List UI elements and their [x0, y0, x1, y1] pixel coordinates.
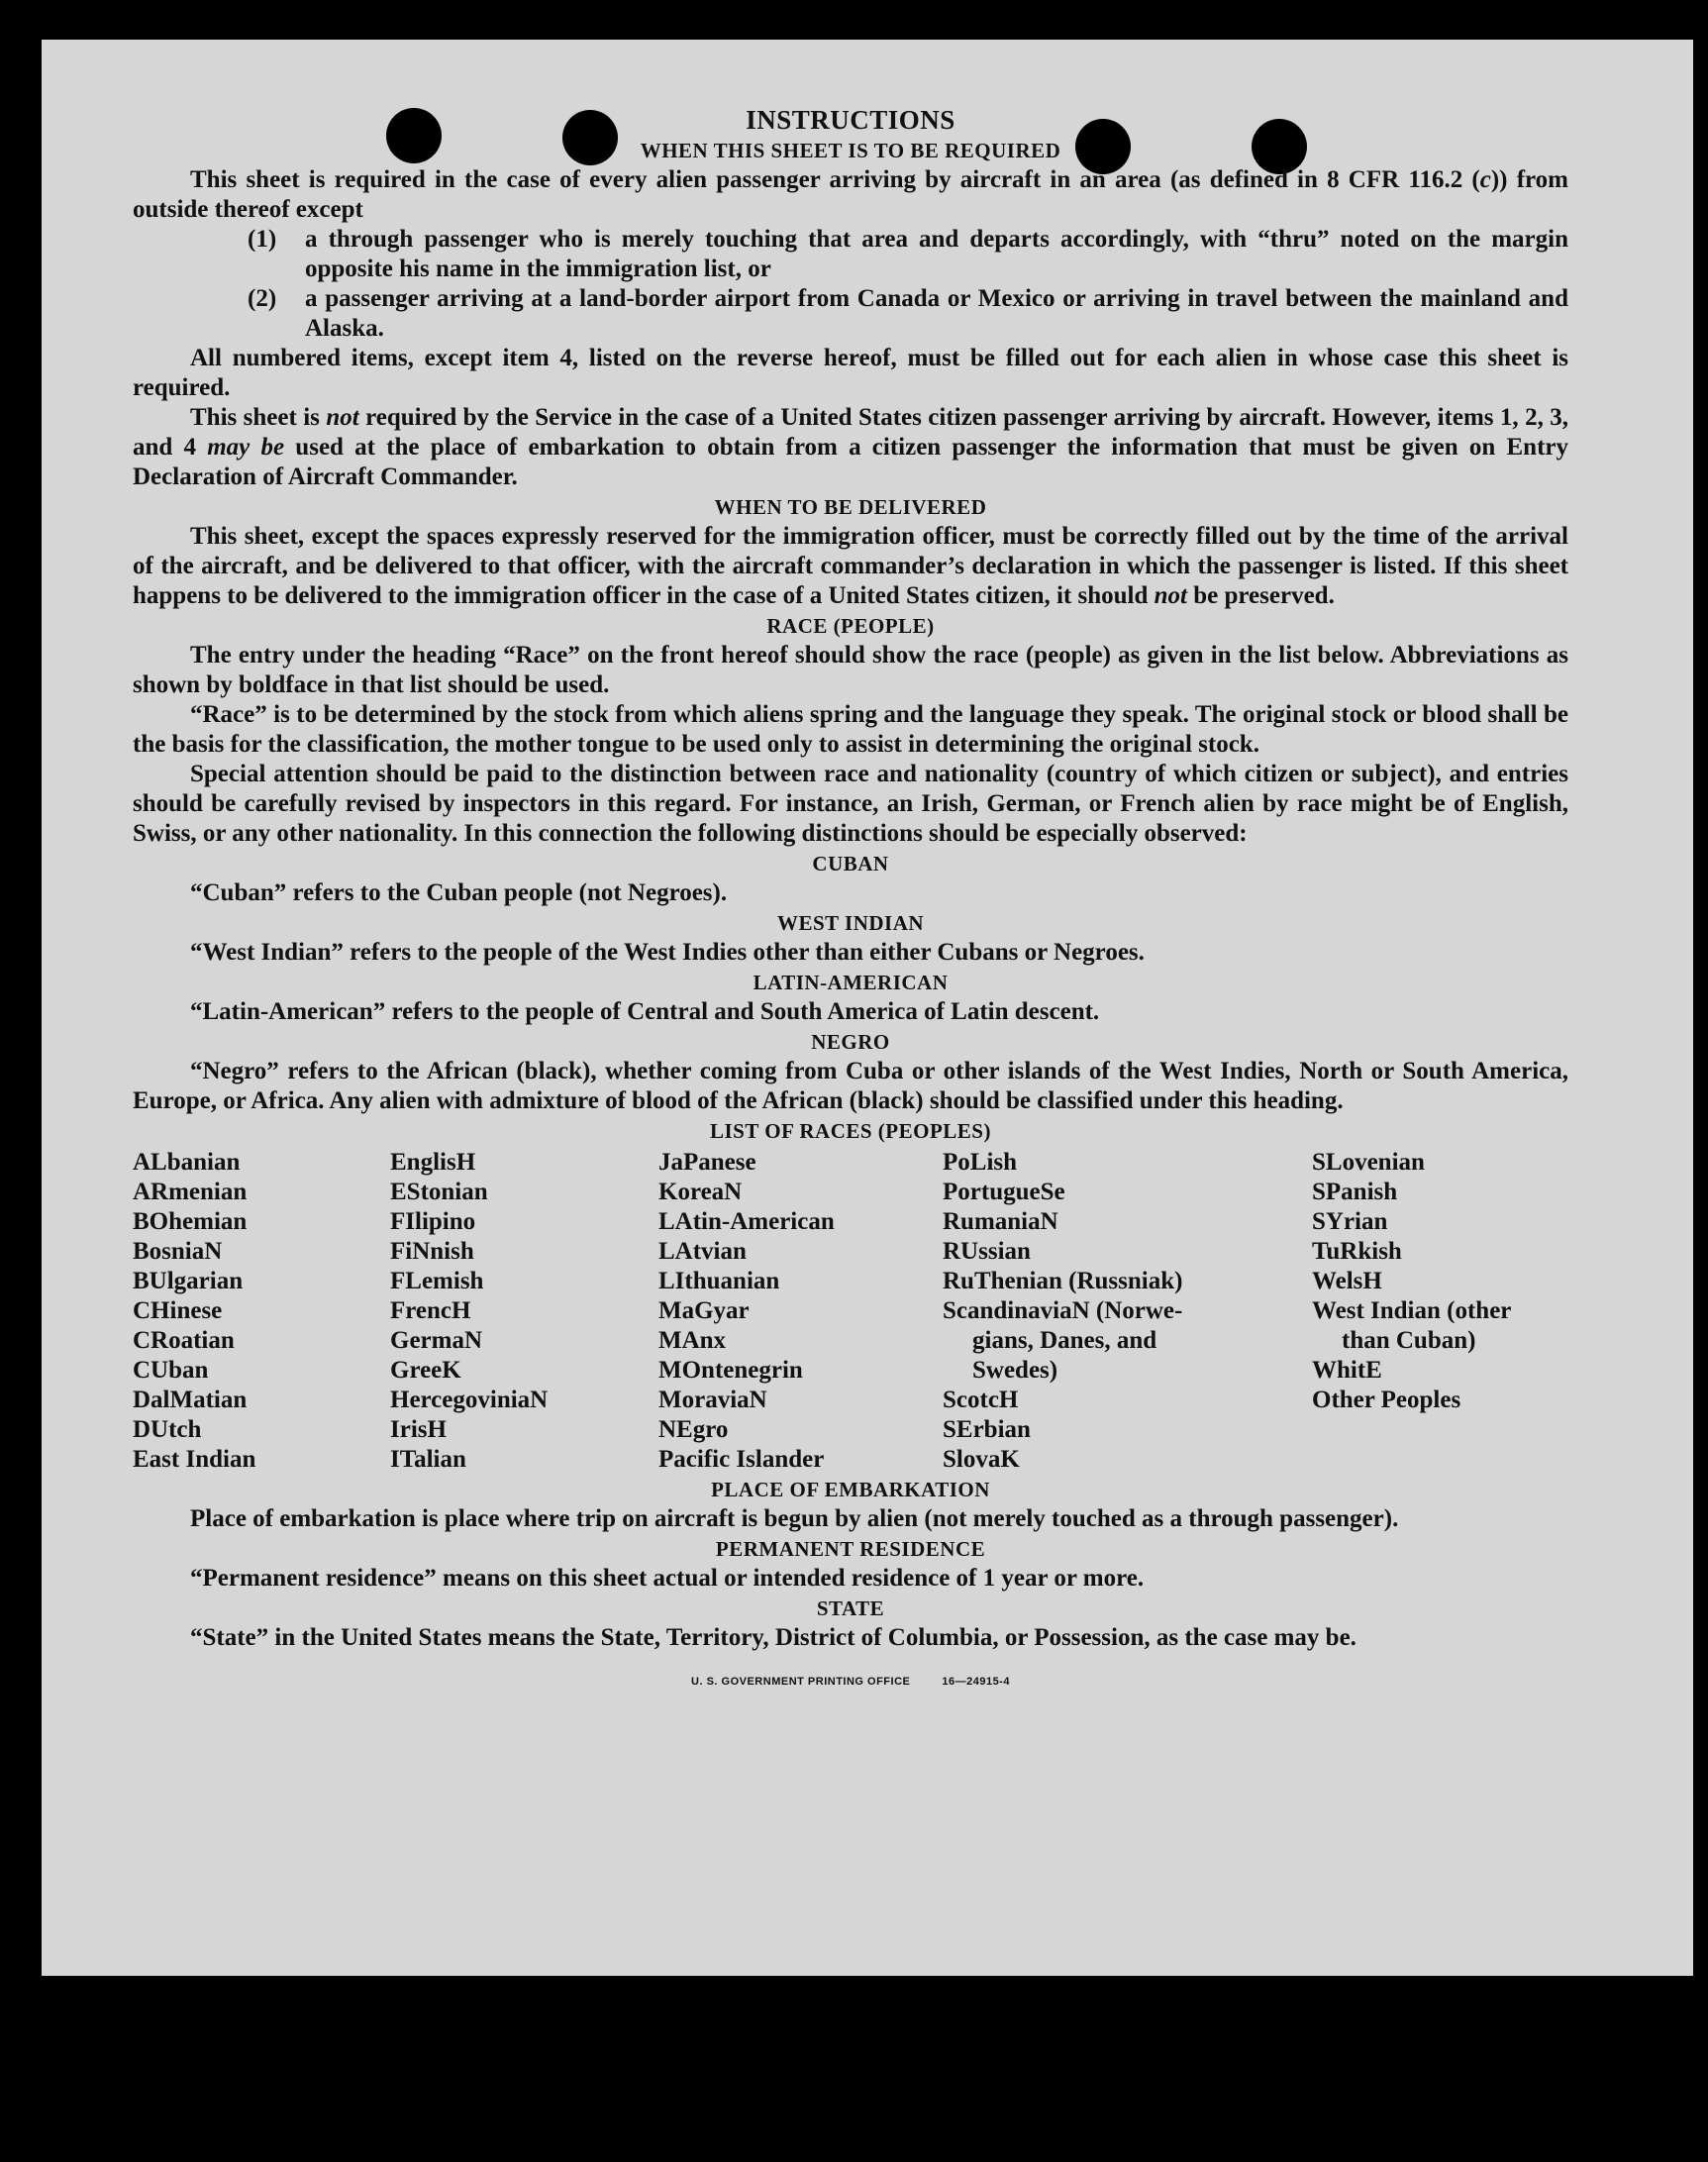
text: This sheet is: [190, 404, 327, 431]
race-entry: GreeK: [390, 1357, 461, 1384]
race-entry: DalMatian: [133, 1387, 248, 1413]
race-entry: RuThenian (Russniak): [943, 1268, 1183, 1294]
race-entry: EnglisH: [390, 1149, 476, 1176]
race-entry: ScotcH: [943, 1387, 1019, 1413]
form-code: 16—24915-4: [942, 1676, 1010, 1688]
races-column: [390, 1148, 658, 1475]
section-heading: LIST OF RACES (PEOPLES): [710, 1119, 991, 1143]
race-entry: LIthuanian: [658, 1268, 780, 1294]
item-text: a through passenger who is merely touching that area and departs accordingly, with “thru” noted on the margin opposite his name in the immigration list, or: [305, 226, 1568, 282]
paragraph: Special attention should be paid to the distinction between race and nationality (country of which citizen or subject), and entries should be carefully revised by inspectors in this regard. For instance, an Irish, German, or French alien by race might be of English, Swiss, or any other nationality. In this connection the following distinctions should be especially observed:: [133, 761, 1568, 847]
paragraph: “Negro” refers to the African (black), whether coming from Cuba or other islands of the West Indies, North or South America, Europe, or Africa. Any alien with admixture of blood of the African (black) should be classified under this heading.: [133, 1058, 1568, 1114]
text: )) from outside thereof except: [133, 166, 1568, 223]
race-entry: MaGyar: [658, 1297, 750, 1324]
race-entry: EStonian: [390, 1179, 488, 1205]
race-entry: SLovenian: [1312, 1149, 1425, 1176]
item-number: (2): [248, 285, 277, 312]
race-entry: SlovaK: [943, 1446, 1020, 1473]
race-entry: JaPanese: [658, 1149, 756, 1176]
section-heading: WHEN THIS SHEET IS TO BE REQUIRED: [640, 139, 1061, 162]
race-entry: FiNnish: [390, 1238, 474, 1265]
race-entry: MAnx: [658, 1327, 727, 1354]
paragraph: Place of embarkation is place where trip on aircraft is begun by alien (not merely touched as a through passenger).: [190, 1505, 1399, 1532]
page-title: INSTRUCTIONS: [746, 105, 955, 135]
text: not: [326, 404, 359, 431]
race-entry: SPanish: [1312, 1179, 1398, 1205]
section-heading: NEGRO: [811, 1030, 890, 1054]
race-entry: NEgro: [658, 1416, 729, 1443]
race-entry: ALbanian: [133, 1149, 241, 1176]
race-entry: FIlipino: [390, 1208, 476, 1235]
race-entry: BosniaN: [133, 1238, 223, 1265]
race-entry: MOntenegrin: [658, 1357, 803, 1384]
race-entry: Swedes): [972, 1357, 1058, 1384]
race-entry: KoreaN: [658, 1179, 743, 1205]
text: This sheet is required in the case of every alien passenger arriving by aircraft in an area (as defined in 8 CFR 116.2 (: [190, 166, 1480, 193]
paragraph: All numbered items, except item 4, listed on the reverse hereof, must be filled out for each alien in whose case this sheet is required.: [133, 345, 1568, 401]
race-entry: RUssian: [943, 1238, 1031, 1265]
paragraph: “Race” is to be determined by the stock from which aliens spring and the language they speak. The original stock or blood shall be the basis for the classification, the mother tongue to be used only to assist in determining the original stock.: [133, 701, 1568, 758]
race-entry: Other Peoples: [1312, 1387, 1461, 1413]
text: c: [1479, 166, 1491, 193]
section-heading: WHEN TO BE DELIVERED: [714, 495, 987, 519]
race-entry: GermaN: [390, 1327, 483, 1354]
section-heading: STATE: [816, 1596, 885, 1620]
race-entry: ITalian: [390, 1446, 466, 1473]
text: used at the place of embarkation to obtain from a citizen passenger the information that must be given on Entry Declaration of Aircraft Commander.: [133, 434, 1568, 490]
race-entry: PortugueSe: [943, 1179, 1065, 1205]
race-entry: IrisH: [390, 1416, 447, 1443]
section-heading: CUBAN: [812, 852, 889, 875]
text: be preserved.: [1187, 582, 1335, 609]
race-entry: BOhemian: [133, 1208, 248, 1235]
race-entry: CUban: [133, 1357, 209, 1384]
paragraph: The entry under the heading “Race” on the front hereof should show the race (people) as given in the list below. Abbreviations as shown by boldface in that list should be used.: [133, 642, 1568, 698]
races-column: [1312, 1148, 1568, 1475]
list-item: [133, 284, 1568, 344]
races-column: [943, 1148, 1312, 1475]
section-heading: LATIN-AMERICAN: [753, 971, 949, 994]
race-entry: FrencH: [390, 1297, 471, 1324]
text: This sheet, except the spaces expressly reserved for the immigration officer, must be correctly filled out by the time of the arrival of the aircraft, and be delivered to that officer, with the aircraft commander’s declaration in which the passenger is listed. If this sheet happens to be delivered to the immigration officer in the case of a United States citizen, it should: [133, 523, 1568, 609]
race-entry: LAtin-American: [658, 1208, 835, 1235]
item-text: a passenger arriving at a land-border airport from Canada or Mexico or arriving in travel between the mainland and Alaska.: [305, 285, 1568, 342]
paragraph: “West Indian” refers to the people of the West Indies other than either Cubans or Negroes.: [190, 939, 1145, 966]
race-entry: Pacific Islander: [658, 1446, 825, 1473]
races-column: [658, 1148, 943, 1475]
race-entry: RumaniaN: [943, 1208, 1058, 1235]
paragraph: “State” in the United States means the State, Territory, District of Columbia, or Possession, as the case may be.: [190, 1624, 1356, 1651]
race-entry: ARmenian: [133, 1179, 248, 1205]
section-heading: PERMANENT RESIDENCE: [715, 1537, 986, 1561]
section-heading: WEST INDIAN: [776, 911, 925, 935]
printer-imprint: [133, 1667, 1568, 1697]
race-entry: BUlgarian: [133, 1268, 244, 1294]
race-entry: WelsH: [1312, 1268, 1382, 1294]
race-entry: West Indian (other: [1312, 1297, 1512, 1324]
text: may be: [207, 434, 285, 461]
race-entry: TuRkish: [1312, 1238, 1402, 1265]
race-entry: LAtvian: [658, 1238, 747, 1265]
races-list: [133, 1148, 1568, 1475]
race-entry: HercegoviniaN: [390, 1387, 549, 1413]
paragraph: “Cuban” refers to the Cuban people (not Negroes).: [190, 879, 728, 906]
race-entry: DUtch: [133, 1416, 202, 1443]
list-item: [133, 225, 1568, 284]
text: not: [1154, 582, 1187, 609]
instructions-body: [133, 104, 1568, 1697]
race-entry: East Indian: [133, 1446, 256, 1473]
text: required by the Service in the case of a United States citizen passenger arriving by aircraft. However, items 1, 2, 3, and 4: [133, 404, 1568, 461]
race-entry: gians, Danes, and: [972, 1327, 1157, 1354]
paragraph: “Latin-American” refers to the people of Central and South America of Latin descent.: [190, 998, 1100, 1025]
race-entry: SErbian: [943, 1416, 1031, 1443]
race-entry: FLemish: [390, 1268, 484, 1294]
race-entry: than Cuban): [1342, 1327, 1476, 1354]
races-column: [133, 1148, 390, 1475]
paragraph: “Permanent residence” means on this sheet actual or intended residence of 1 year or more.: [190, 1565, 1145, 1592]
paragraph: [133, 522, 1568, 611]
race-entry: CHinese: [133, 1297, 223, 1324]
paragraph: [133, 165, 1568, 225]
race-entry: PoLish: [943, 1149, 1018, 1176]
item-number: (1): [248, 226, 277, 253]
race-entry: MoraviaN: [658, 1387, 767, 1413]
race-entry: SYrian: [1312, 1208, 1388, 1235]
printer-name: U. S. GOVERNMENT PRINTING OFFICE: [691, 1676, 911, 1688]
section-heading: PLACE OF EMBARKATION: [711, 1478, 990, 1501]
section-heading: RACE (PEOPLE): [766, 614, 935, 638]
paragraph: [133, 403, 1568, 492]
race-entry: CRoatian: [133, 1327, 235, 1354]
race-entry: ScandinaviaN (Norwe-: [943, 1297, 1183, 1324]
race-entry: WhitE: [1312, 1357, 1382, 1384]
